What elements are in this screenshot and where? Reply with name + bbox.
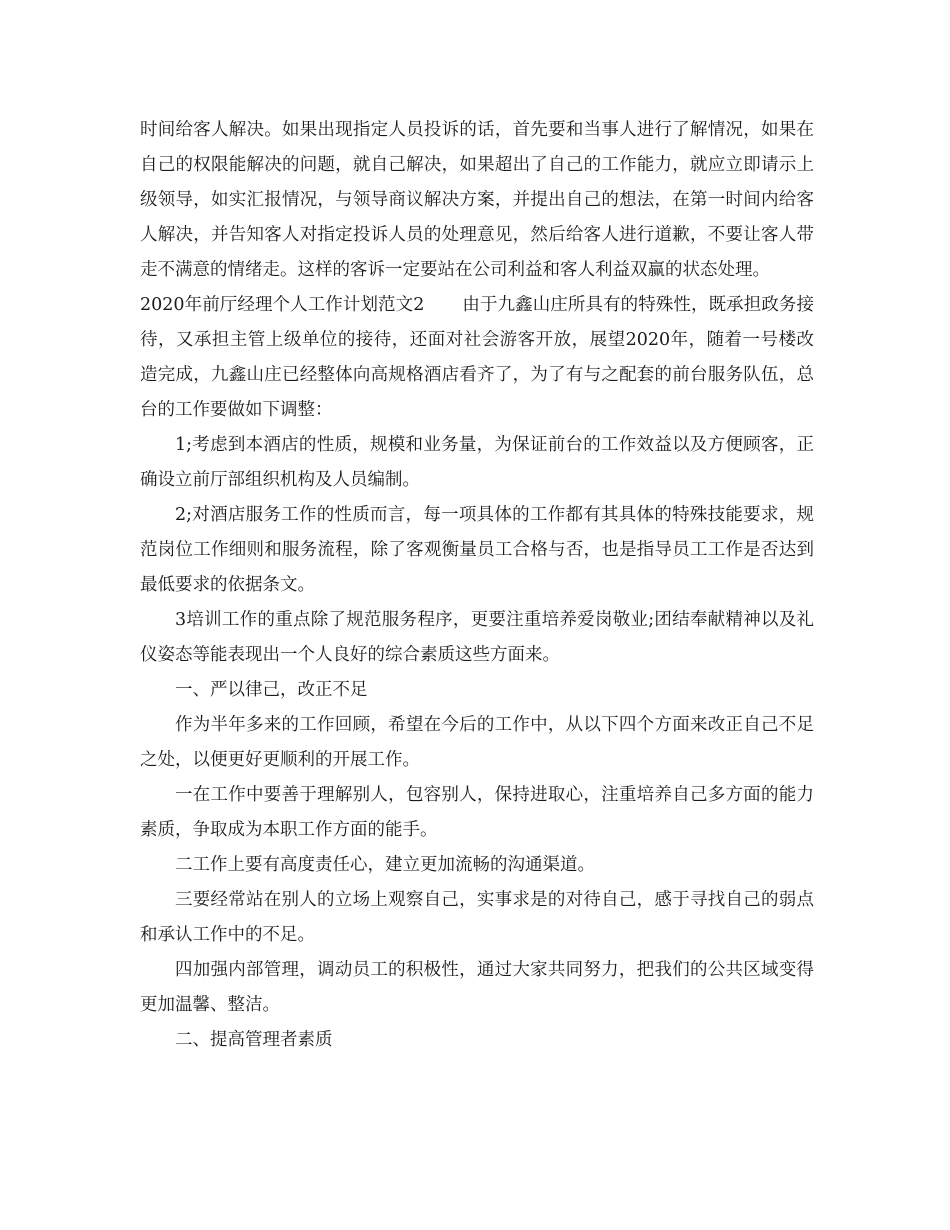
list-item-2: 2;对酒店服务工作的性质而言，每一项具体的工作都有其具体的特殊技能要求，规范岗位工作细则和服务流程，除了客观衡量员工合格与否，也是指导员工工作是否达到最低要求的依据条文。: [140, 505, 814, 595]
paragraph-plan-intro: [140, 288, 814, 428]
document-body: [140, 113, 814, 1058]
list-item-3: 3培训工作的重点除了规范服务程序，更要注重培养爱岗敬业;团结奉献精神以及礼仪姿态等能表现出一个人良好的综合素质这些方面来。: [140, 610, 814, 665]
heading-management-quality: 二、提高管理者素质: [175, 1030, 333, 1050]
point-one: 一在工作中要善于理解别人，包容别人，保持进取心，注重培养自己多方面的能力素质，争取成为本职工作方面的能手。: [140, 785, 814, 840]
point-two: 二工作上要有高度责任心，建立更加流畅的沟通渠道。: [175, 855, 595, 875]
point-four: 四加强内部管理，调动员工的积极性，通过大家共同努力，把我们的公共区域变得更加温馨、整洁。: [140, 960, 814, 1015]
section-title: 2020年前厅经理个人工作计划范文2: [140, 295, 425, 315]
paragraph-review: 作为半年多来的工作回顾，希望在今后的工作中，从以下四个方面来改正自己不足之处，以便更好更顺利的开展工作。: [140, 715, 814, 770]
paragraph-complaint-handling: 时间给客人解决。如果出现指定人员投诉的话，首先要和当事人进行了解情况，如果在自己的权限能解决的问题，就自己解决，如果超出了自己的工作能力，就应立即请示上级领导，如实汇报情况，与领导商议解决方案，并提出自己的想法，在第一时间内给客人解决，并告知客人对指定投诉人员的处理意见，然后给客人进行道歉，不要让客人带走不满意的情绪走。这样的客诉一定要站在公司利益和客人利益双赢的状态处理。: [140, 120, 814, 280]
plan-intro-text: 由于九鑫山庄所具有的特殊性，既承担政务接待，又承担主管上级单位的接待，还面对社会游客开放，展望2020年，随着一号楼改造完成，九鑫山庄已经整体向高规格酒店看齐了，为了有与之配套的前台服务队伍，总台的工作要做如下调整：: [140, 295, 815, 420]
point-three: 三要经常站在别人的立场上观察自己，实事求是的对待自己，感于寻找自己的弱点和承认工作中的不足。: [140, 890, 814, 945]
list-item-1: 1;考虑到本酒店的性质，规模和业务量，为保证前台的工作效益以及方便顾客，正确设立前厅部组织机构及人员编制。: [140, 435, 814, 490]
heading-self-discipline: 一、严以律己，改正不足: [175, 680, 368, 700]
